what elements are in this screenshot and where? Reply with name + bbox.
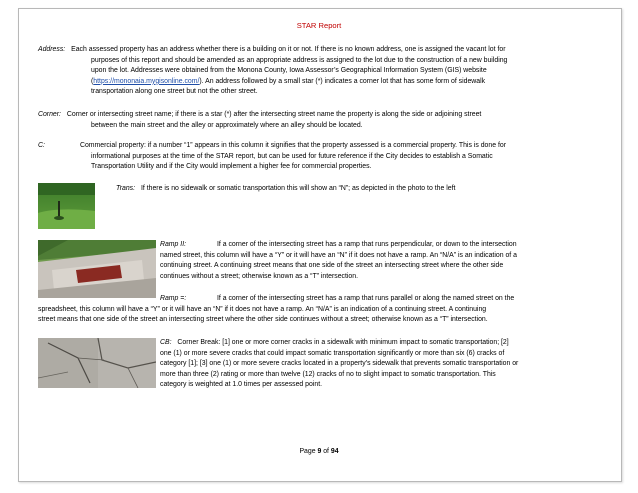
cb-paragraph xyxy=(160,338,605,391)
cb-text-line-1: Corner Break: [1] one or more corner cracks in a sidewalk with minimum impact to somatic transportation; [2] xyxy=(177,339,509,346)
cb-text-line-3: category [1]; [3] one (1) or more severe cracks located in a property’s sidewalk that prevents somatic transportation or xyxy=(160,360,519,368)
ramp-ii-label: Ramp II: xyxy=(160,241,187,248)
trans-text: If there is no sidewalk or somatic transportation this will show an “N”; as depicted in the photo to the left xyxy=(140,185,456,192)
cb-text-line-5: category is weighted at 1.0 times per assessed point. xyxy=(160,381,323,389)
commercial-paragraph xyxy=(38,141,608,173)
address-label: Address: xyxy=(38,46,66,53)
address-link-close: ). An address followed by a small star (*) indicates a corner lot that has some form of sidewalk xyxy=(199,77,486,85)
address-paragraph xyxy=(38,45,608,98)
ramp-photo xyxy=(38,240,156,298)
ramp-ii-paragraph xyxy=(160,240,605,282)
cb-text-line-2: one (1) or more severe cracks that could impact somatic transportation significantly or more than six (6) cracks of xyxy=(160,349,505,357)
address-text-line-5: transportation along one street but not the other street. xyxy=(91,88,258,96)
corner-text-line-1: Corner or intersecting street name; if there is a star (*) after the intersecting street name the property is along the side or adjoining street xyxy=(66,111,482,118)
page-title: STAR Report xyxy=(296,21,342,30)
page-number: Page 9 of 94 xyxy=(299,448,339,455)
gis-website-link[interactable]: https://mononaia.mygisonline.com/ xyxy=(93,77,200,85)
cb-text-line-4: more than three (2) rating or more than twelve (12) cracks of no to slight impact to somatic transportation. This xyxy=(160,370,496,378)
commercial-text-line-3: Transportation Utility and if the City would implement a higher fee for commercial properties. xyxy=(91,163,372,171)
ramp-ii-text-line-3: continuing street. A continuing street means that one side of the street an intersecting street where the other side xyxy=(160,262,504,270)
commercial-text-line-2: informational purposes at the time of the STAR report, but can be used for future reference if the City decides to establish a Somatic xyxy=(91,152,493,160)
corner-text-line-2: between the main street and the alley or approximately where an alley should be located. xyxy=(91,121,363,129)
trans-label: Trans: xyxy=(116,185,136,192)
ramp-eq-text-line-2: spreadsheet, this column will have a “Y” or it will have an “N” if it does not have a ramp. An “N/A” is an indication of a continuing street. A continuing xyxy=(38,305,487,313)
address-text-line-3: upon the lot. Addresses were obtained from the Monona County, Iowa Assessor’s Geographical Information System (GIS) website xyxy=(91,67,487,75)
corner-label: Corner: xyxy=(38,111,61,118)
ramp-ii-text-line-1: If a corner of the intersecting street has a ramp that runs perpendicular, or down to the intersection xyxy=(217,241,517,248)
ramp-ii-text-line-4: continues without a street; otherwise known as a “T” intersection. xyxy=(160,272,359,280)
corner-paragraph xyxy=(38,110,608,131)
corner-break-photo xyxy=(38,338,156,388)
ramp-eq-text-line-3: street means that one side of the street an intersecting street where the other side continues without a street; otherwise known as a “T” intersection. xyxy=(38,316,488,324)
trans-paragraph xyxy=(116,184,596,195)
ramp-eq-text-line-1: If a corner of the intersecting street has a ramp that runs parallel or along the named street on the xyxy=(217,295,515,302)
commercial-text-line-1: Commercial property: if a number “1” appears in this column it signifies that the property assessed is a commercial property. This is done for xyxy=(80,142,506,149)
address-text-line-1: Each assessed property has an address whether there is a building on it or not. If there is no known address, one is assigned the vacant lot for xyxy=(71,46,506,53)
current-page: 9 xyxy=(317,448,322,455)
ramp-eq-paragraph xyxy=(38,294,608,326)
total-pages: 94 xyxy=(330,448,339,455)
ramp-ii-text-line-2: named street, this column will have a “Y” or it will have an “N” if it does not have a ramp. An “N/A” is an indication of a xyxy=(160,251,517,259)
address-link-open: ( xyxy=(91,77,94,85)
commercial-label: C: xyxy=(38,142,45,149)
no-sidewalk-photo xyxy=(38,183,95,229)
address-text-line-2: purposes of this report and should be amended as an appropriate address is assigned to the lot due to the construction of a new building xyxy=(91,56,508,64)
cb-label: CB: xyxy=(160,339,172,346)
ramp-eq-label: Ramp =: xyxy=(160,295,187,302)
